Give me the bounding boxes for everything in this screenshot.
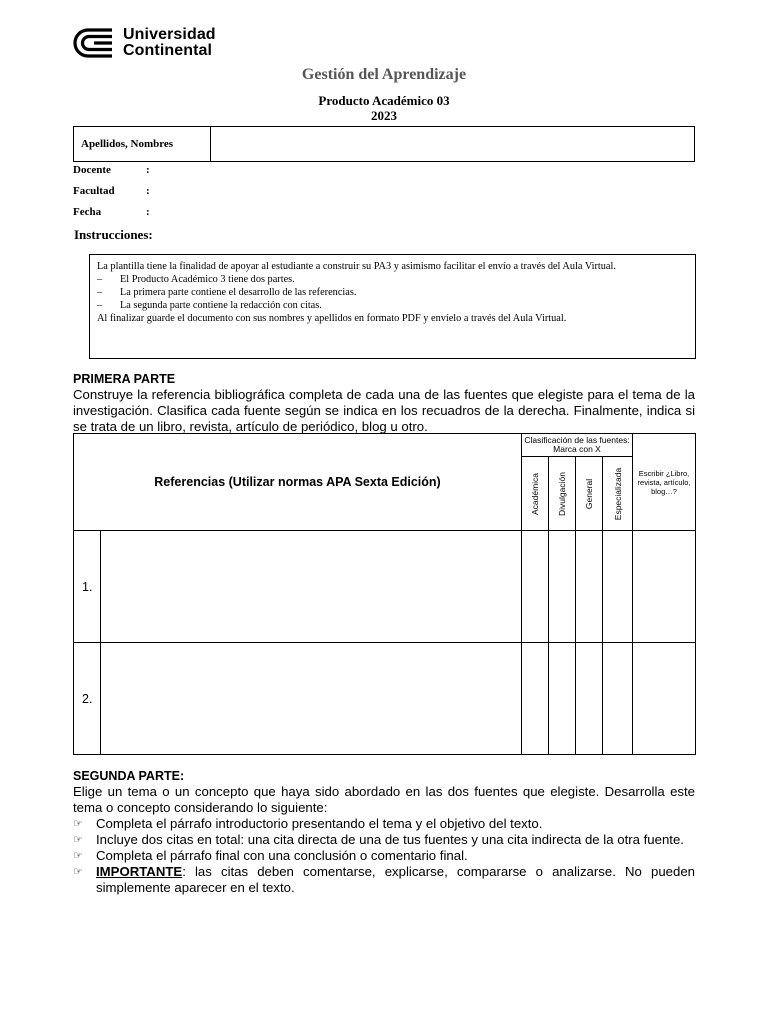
column-label: Especializada bbox=[612, 467, 623, 520]
part1-title: PRIMERA PARTE bbox=[73, 372, 176, 386]
instructions-item-text: El Producto Académico 3 tiene dos partes. bbox=[120, 274, 295, 285]
names-input[interactable] bbox=[211, 127, 694, 161]
column-especializada bbox=[603, 457, 633, 531]
classification-header: Clasificación de las fuentes: Marca con X bbox=[522, 434, 633, 457]
important-note bbox=[96, 864, 695, 896]
column-general bbox=[576, 457, 603, 531]
reference-cell[interactable] bbox=[101, 643, 522, 755]
instructions-item-text: La primera parte contiene el desarrollo de las referencias. bbox=[120, 287, 357, 298]
list-item bbox=[73, 816, 695, 832]
list-item bbox=[73, 848, 695, 864]
document-subtitle bbox=[0, 93, 768, 123]
source-type-cell[interactable] bbox=[633, 643, 696, 755]
mark-cell-general[interactable] bbox=[576, 531, 603, 643]
column-label: General bbox=[584, 478, 594, 509]
mark-cell-especializada[interactable] bbox=[603, 531, 633, 643]
mark-cell-academica[interactable] bbox=[522, 531, 549, 643]
student-names-box bbox=[73, 126, 695, 162]
pointing-hand-icon: ☞ bbox=[73, 818, 83, 830]
references-table bbox=[73, 433, 696, 755]
field-label: Facultad bbox=[73, 185, 115, 197]
column-academica bbox=[522, 457, 549, 531]
instructions-intro: La plantilla tiene la finalidad de apoyar al estudiante a construir su PA3 y asimismo facilitar el envío a través del Aula Virtual. bbox=[97, 261, 616, 272]
continental-logo-icon bbox=[72, 27, 114, 59]
table-row bbox=[74, 643, 696, 755]
part2-list bbox=[73, 816, 695, 896]
instructions-item bbox=[97, 299, 688, 312]
table-row bbox=[74, 531, 696, 643]
important-label: IMPORTANTE bbox=[96, 864, 183, 879]
references-header: Referencias (Utilizar normas APA Sexta Edición) bbox=[74, 434, 522, 531]
instructions-closing: Al finalizar guarde el documento con sus nombres y apellidos en formato PDF y envíelo a través del Aula Virtual. bbox=[97, 313, 567, 324]
list-item bbox=[73, 864, 695, 896]
source-type-header: Escribir ¿Libro, revista, artículo, blog…? bbox=[633, 434, 696, 531]
field-label: Fecha bbox=[73, 206, 102, 218]
row-number: 1. bbox=[74, 531, 101, 643]
pointing-hand-icon: ☞ bbox=[73, 850, 83, 862]
document-title: Gestión del Aprendizaje bbox=[301, 66, 467, 83]
dash-bullet: – bbox=[97, 274, 103, 285]
mark-cell-divulgacion[interactable] bbox=[549, 531, 576, 643]
pointing-hand-icon: ☞ bbox=[73, 866, 83, 878]
pointing-hand-icon: ☞ bbox=[73, 834, 83, 846]
university-logo bbox=[72, 27, 216, 59]
field-separator: : bbox=[146, 164, 150, 176]
mark-cell-especializada[interactable] bbox=[603, 643, 633, 755]
list-item-text: Completa el párrafo final con una conclusión o comentario final. bbox=[96, 848, 468, 863]
part2-title: SEGUNDA PARTE: bbox=[73, 769, 185, 783]
product-title: Producto Académico 03 bbox=[318, 93, 450, 108]
names-label: Apellidos, Nombres bbox=[74, 127, 211, 161]
list-item bbox=[73, 832, 695, 848]
dash-bullet: – bbox=[97, 287, 103, 298]
brand-line-2: Continental bbox=[123, 42, 213, 59]
field-label: Docente bbox=[73, 164, 111, 176]
table-header-row bbox=[74, 434, 696, 457]
instructions-box bbox=[89, 254, 696, 359]
column-label: Académica bbox=[530, 472, 540, 515]
brand-line-1: Universidad bbox=[123, 26, 216, 43]
list-item-text: Completa el párrafo introductorio presentando el tema y el objetivo del texto. bbox=[96, 816, 543, 831]
mark-cell-academica[interactable] bbox=[522, 643, 549, 755]
reference-cell[interactable] bbox=[101, 531, 522, 643]
field-docente bbox=[73, 164, 150, 176]
instructions-item bbox=[97, 286, 688, 299]
field-facultad bbox=[73, 185, 150, 197]
mark-cell-general[interactable] bbox=[576, 643, 603, 755]
source-type-cell[interactable] bbox=[633, 531, 696, 643]
part2-text: Elige un tema o un concepto que haya sido abordado en las dos fuentes que elegiste. Desarrolla este tema o concepto considerando lo siguiente: bbox=[73, 784, 695, 815]
part1-text: Construye la referencia bibliográfica completa de cada una de las fuentes que elegiste para el tema de la investigación. Clasifica cada fuente según se indica en los recuadros de la derecha. Finalmente, indica si se trata de un libro, revista, artículo de periódico, blog u otro. bbox=[73, 387, 695, 434]
field-separator: : bbox=[146, 206, 150, 218]
mark-cell-divulgacion[interactable] bbox=[549, 643, 576, 755]
product-year: 2023 bbox=[371, 108, 397, 123]
instructions-item-text: La segunda parte contiene la redacción con citas. bbox=[120, 300, 322, 311]
important-text: : las citas deben comentarse, explicarse, compararse o analizarse. No pueden simplemente aparecer en el texto. bbox=[96, 864, 695, 895]
brand-name bbox=[123, 27, 216, 59]
row-number: 2. bbox=[74, 643, 101, 755]
field-fecha bbox=[73, 206, 150, 218]
column-divulgacion bbox=[549, 457, 576, 531]
instructions-label: Instrucciones: bbox=[74, 227, 153, 242]
instructions-item bbox=[97, 273, 688, 286]
field-separator: : bbox=[146, 185, 150, 197]
list-item-text: Incluye dos citas en total: una cita directa de una de tus fuentes y una cita indirecta de la otra fuente. bbox=[96, 832, 684, 847]
dash-bullet: – bbox=[97, 300, 103, 311]
column-label: Divulgación bbox=[557, 471, 567, 516]
